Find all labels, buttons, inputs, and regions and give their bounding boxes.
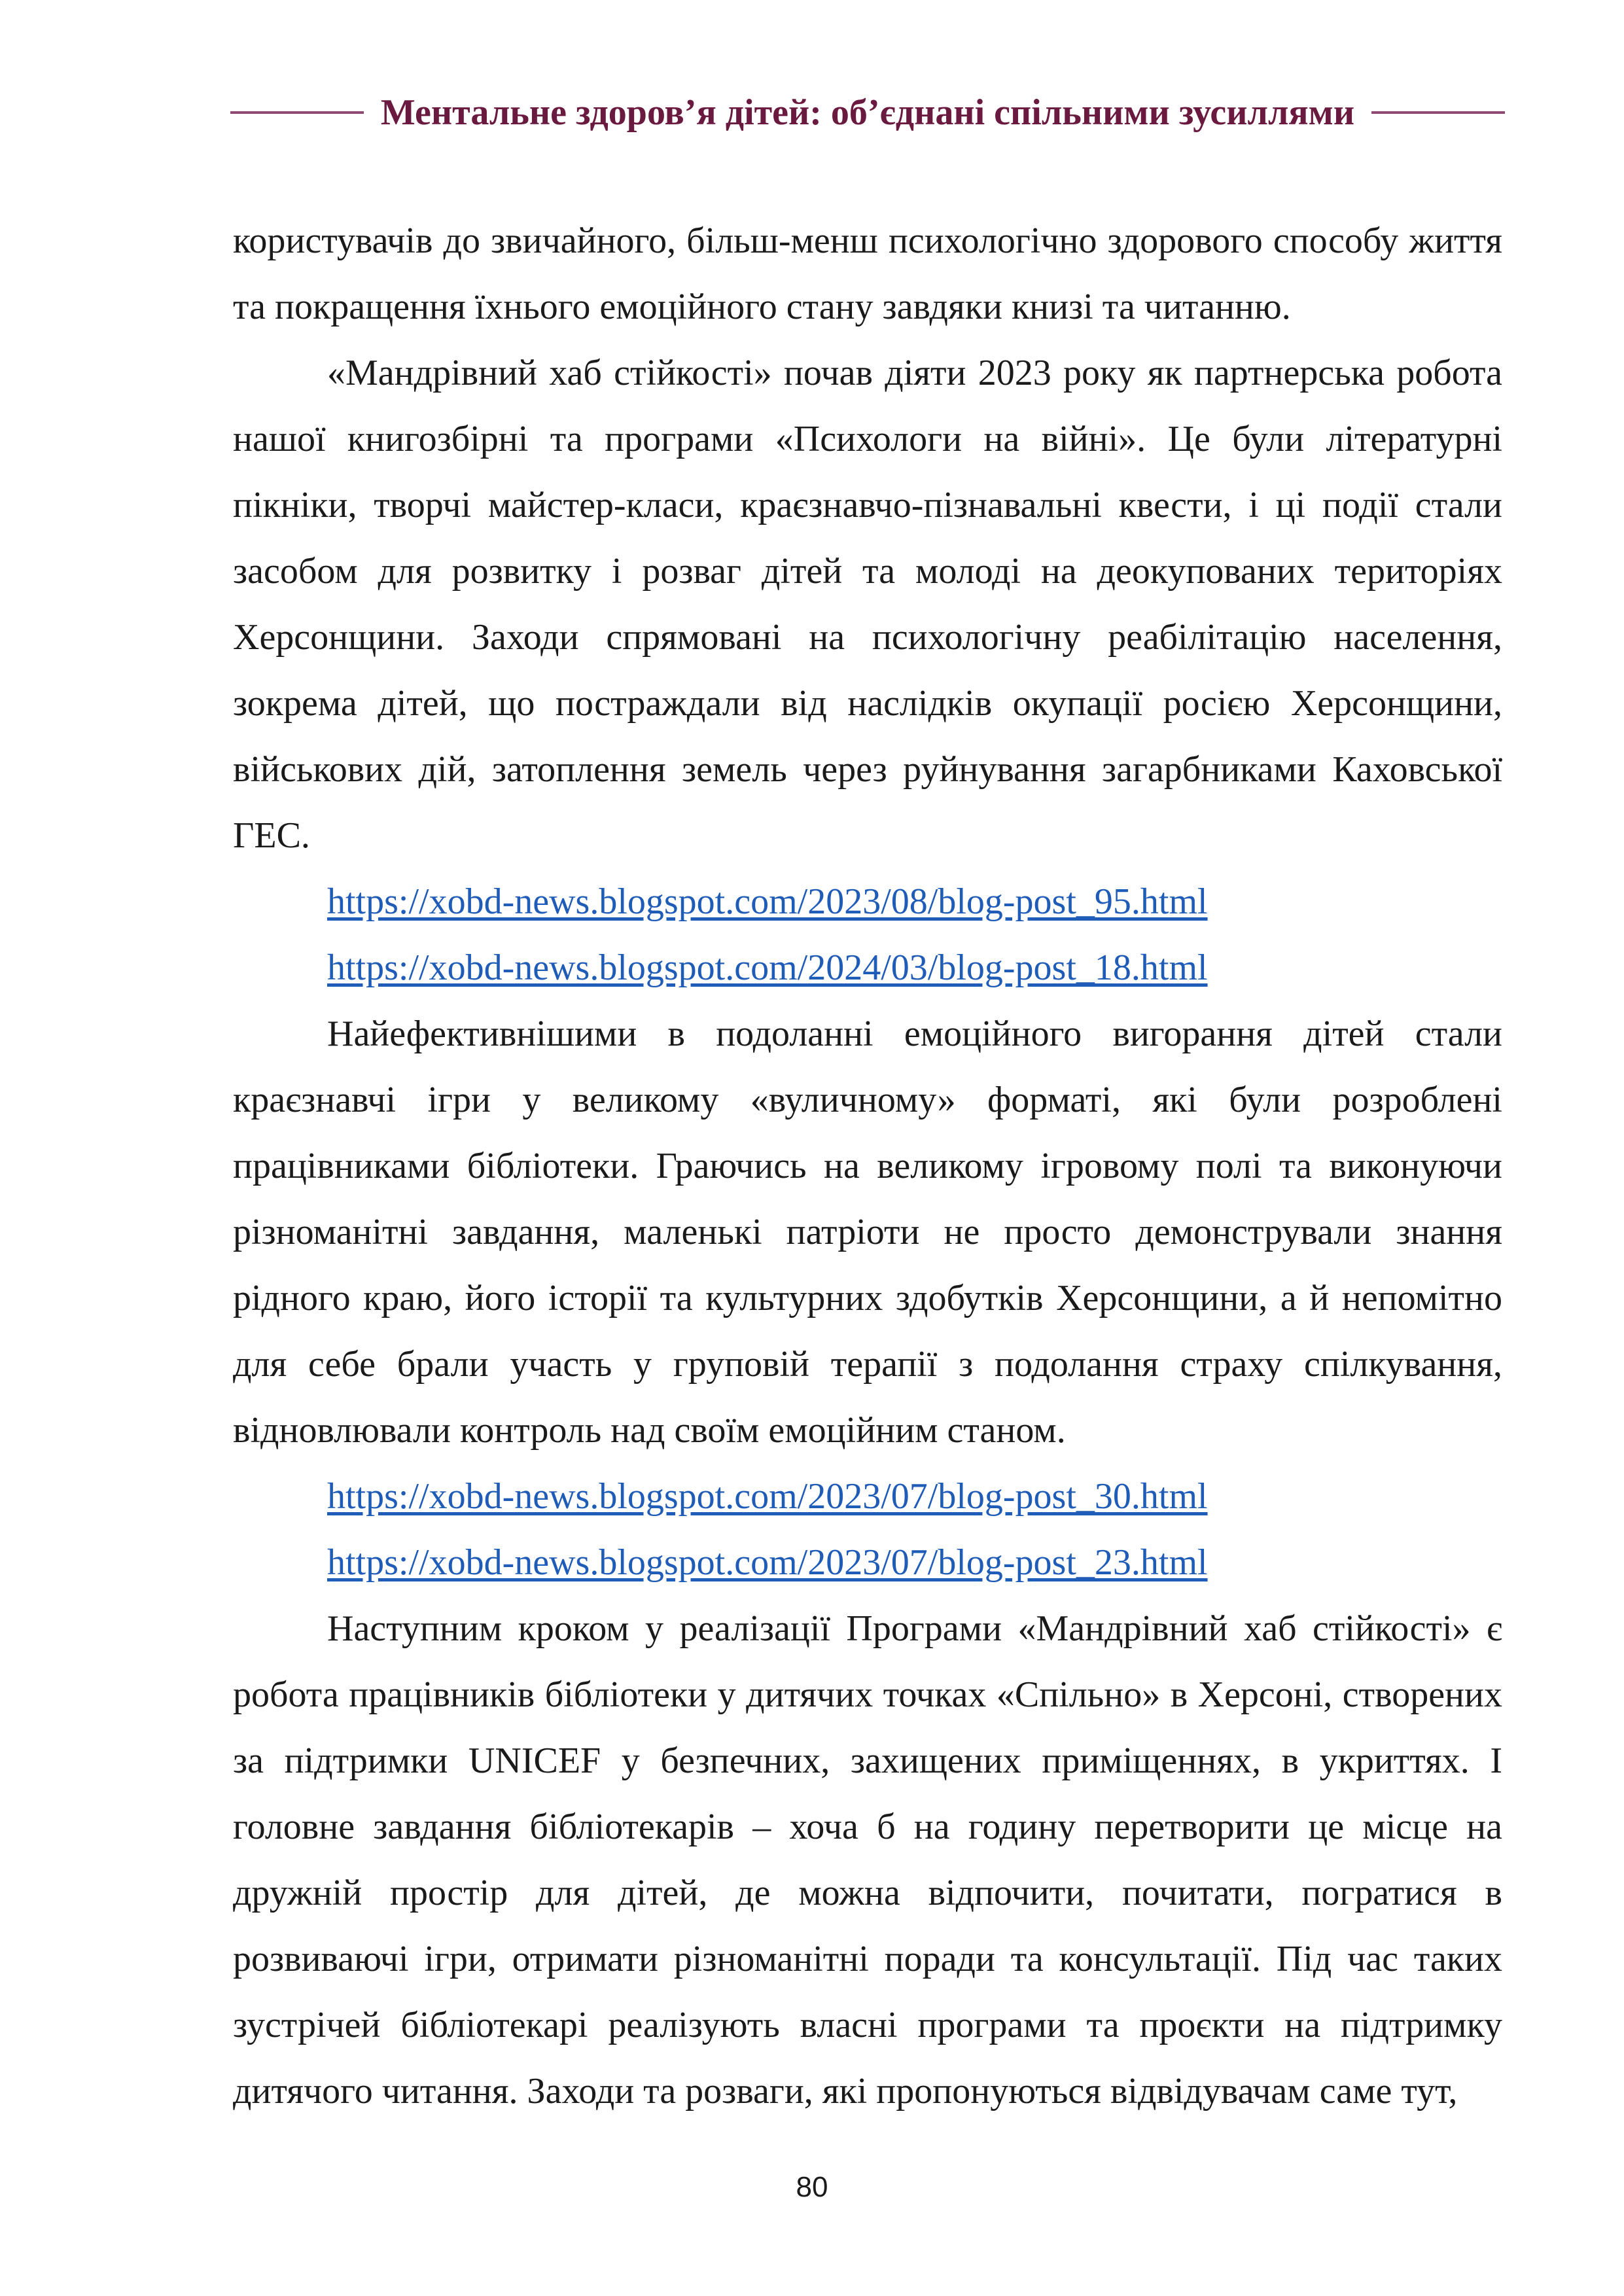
running-header <box>230 86 1505 139</box>
blog-link-4[interactable]: https://xobd-news.blogspot.com/2023/07/blog-post_23.html <box>327 1542 1208 1583</box>
blog-link-1[interactable]: https://xobd-news.blogspot.com/2023/08/blog-post_95.html <box>327 881 1208 922</box>
link-line-4 <box>233 1530 1502 1596</box>
link-line-3 <box>233 1464 1502 1530</box>
page-number: 80 <box>796 2171 828 2203</box>
blog-link-2[interactable]: https://xobd-news.blogspot.com/2024/03/blog-post_18.html <box>327 947 1208 988</box>
paragraph-continuation: користувачів до звичайного, більш-менш психологічно здорового способу життя та покращення їхнього емоційного стану завдяки книзі та читанню. <box>233 221 1502 327</box>
link-line-2 <box>233 935 1502 1001</box>
header-rule-left <box>230 111 364 114</box>
blog-link-3[interactable]: https://xobd-news.blogspot.com/2023/07/blog-post_30.html <box>327 1476 1208 1517</box>
paragraph-travel-hub: «Мандрівний хаб стійкості» почав діяти 2023 року як партнерська робота нашої книгозбірні та програми «Психологи на війні». Це були літературні пікніки, творчі майстер-класи, краєзнавчо-пізнавальні квести, і ці події стали засобом для розвитку і розваг дітей та молоді на деокупованих територіях Херсонщини. Заходи спрямовані на психологічну реабілітацію населення, зокрема дітей, що постраждали від наслідків окупації росією Херсонщини, військових дій, затоплення земель через руйнування загарбниками Каховської ГЕС. <box>233 353 1502 856</box>
paragraph-spilno-points: Наступним кроком у реалізації Програми «Мандрівний хаб стійкості» є робота працівників бібліотеки у дитячих точках «Спільно» в Херсоні, створених за підтримки UNICEF у безпечних, захищених приміщеннях, в укриттях. І головне завдання бібліотекарів – хоча б на годину перетворити це місце на дружній простір для дітей, де можна відпочити, почитати, погратися в розвиваючі ігри, отримати різноманітні поради та консультації. Під час таких зустрічей бібліотекарі реалізують власні програми та проєкти на підтримку дитячого читання. Заходи та розваги, які пропонуються відвідувачам саме тут, <box>233 1608 1502 2111</box>
paragraph-local-games: Найефективнішими в подоланні емоційного вигорання дітей стали краєзнавчі ігри у великому «вуличному» форматі, які були розроблені працівниками бібліотеки. Граючись на великому ігровому полі та виконуючи різноманітні завдання, маленькі патріоти не просто демонстрували знання рідного краю, його історії та культурних здобутків Херсонщини, а й непомітно для себе брали участь у груповій терапії з подолання страху спілкування, відновлювали контроль над своїм емоційним станом. <box>233 1014 1502 1451</box>
page-body <box>233 208 1502 2125</box>
link-line-1 <box>233 869 1502 935</box>
header-rule-right <box>1371 111 1505 114</box>
header-title: Ментальне здоров’я дітей: об’єднані спільними зусиллями <box>380 92 1355 133</box>
